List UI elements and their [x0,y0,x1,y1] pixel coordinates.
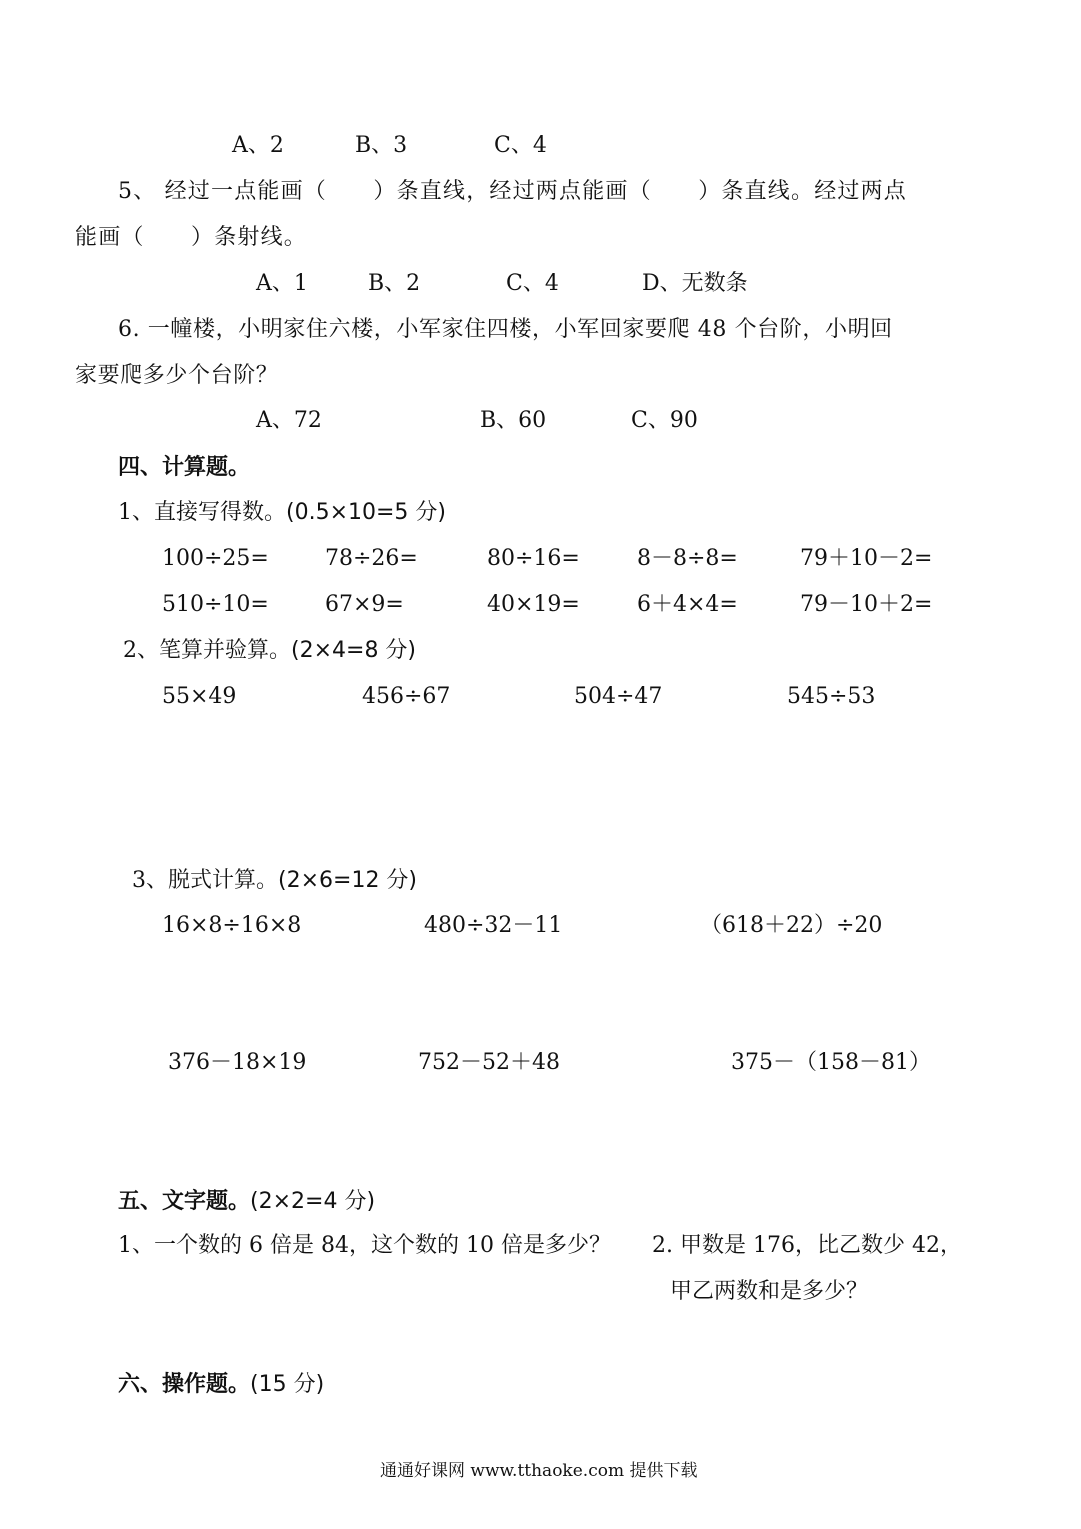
written-calc-4: 545÷53 [787,684,876,709]
calc-1-3: 80÷16= [487,546,580,571]
q4-option-a: A、2 [232,133,284,158]
section5-score: (2×2=4 分) [250,1189,376,1214]
q5-line1: 5、 经过一点能画（ ）条直线，经过两点能画（ ）条直线。经过两点 [118,179,907,204]
q5-option-a: A、1 [256,271,308,296]
section5-title: 五、文字题。 [118,1188,251,1214]
section5-q2-line2: 甲乙两数和是多少？ [670,1279,869,1304]
section4-sub2-text: 2、笔算并验算。 [123,638,291,663]
section4-sub1-label [118,500,446,526]
calc-2-3: 40×19= [487,592,580,617]
section4-sub1-text: 1、直接写得数。 [118,500,286,525]
section4-sub3-score: (2×6=12 分) [278,868,418,893]
calc-1-4: 8－8÷8= [637,546,738,571]
section4-title: 四、计算题。 [118,454,251,480]
q5-option-d: D、无数条 [642,271,748,296]
q6-option-c: C、90 [631,408,698,433]
section6-heading [118,1371,324,1398]
section4-sub2-label [123,638,416,664]
written-calc-1: 55×49 [162,684,237,709]
calc-1-1: 100÷25= [162,546,269,571]
page-footer: 通通好课网 www.tthaoke.com 提供下载 [380,1461,698,1481]
section4-sub3-label [132,868,417,894]
section4-sub1-score: (0.5×10=5 分) [286,500,447,525]
q6-line1: 6. 一幢楼，小明家住六楼，小军家住四楼，小军回家要爬 48 个台阶，小明回 [118,317,893,342]
q4-option-b: B、3 [355,133,408,158]
q6-option-a: A、72 [256,408,322,433]
step-calc-1: 16×8÷16×8 [162,913,302,938]
step-calc-3: （618＋22）÷20 [700,913,883,938]
written-calc-2: 456÷67 [362,684,451,709]
step-calc-5: 752－52＋48 [418,1050,560,1075]
written-calc-3: 504÷47 [574,684,663,709]
step-calc-6: 375－（158－81） [731,1050,931,1075]
q4-option-c: C、4 [494,133,547,158]
section5-q1: 1、一个数的 6 倍是 84，这个数的 10 倍是多少？ [118,1233,611,1258]
section4-sub3-text: 3、脱式计算。 [132,868,278,893]
q6-option-b: B、60 [480,408,547,433]
section4-sub2-score: (2×4=8 分) [291,638,417,663]
calc-2-2: 67×9= [325,592,404,617]
section5-q2-line1: 2. 甲数是 176，比乙数少 42， [652,1233,962,1258]
section6-title: 六、操作题。 [118,1371,251,1397]
calc-2-4: 6＋4×4= [637,592,738,617]
calc-2-1: 510÷10= [162,592,269,617]
section5-heading [118,1188,375,1215]
calc-1-5: 79＋10－2= [800,546,933,571]
section6-score: (15 分) [250,1372,325,1397]
step-calc-2: 480÷32－11 [424,913,563,938]
calc-1-2: 78÷26= [325,546,418,571]
q5-option-c: C、4 [506,271,559,296]
calc-2-5: 79－10＋2= [800,592,933,617]
step-calc-4: 376－18×19 [168,1050,307,1075]
q6-line2: 家要爬多少个台阶？ [75,363,279,388]
q5-option-b: B、2 [368,271,421,296]
q5-line2: 能画（ ）条射线。 [75,225,308,250]
